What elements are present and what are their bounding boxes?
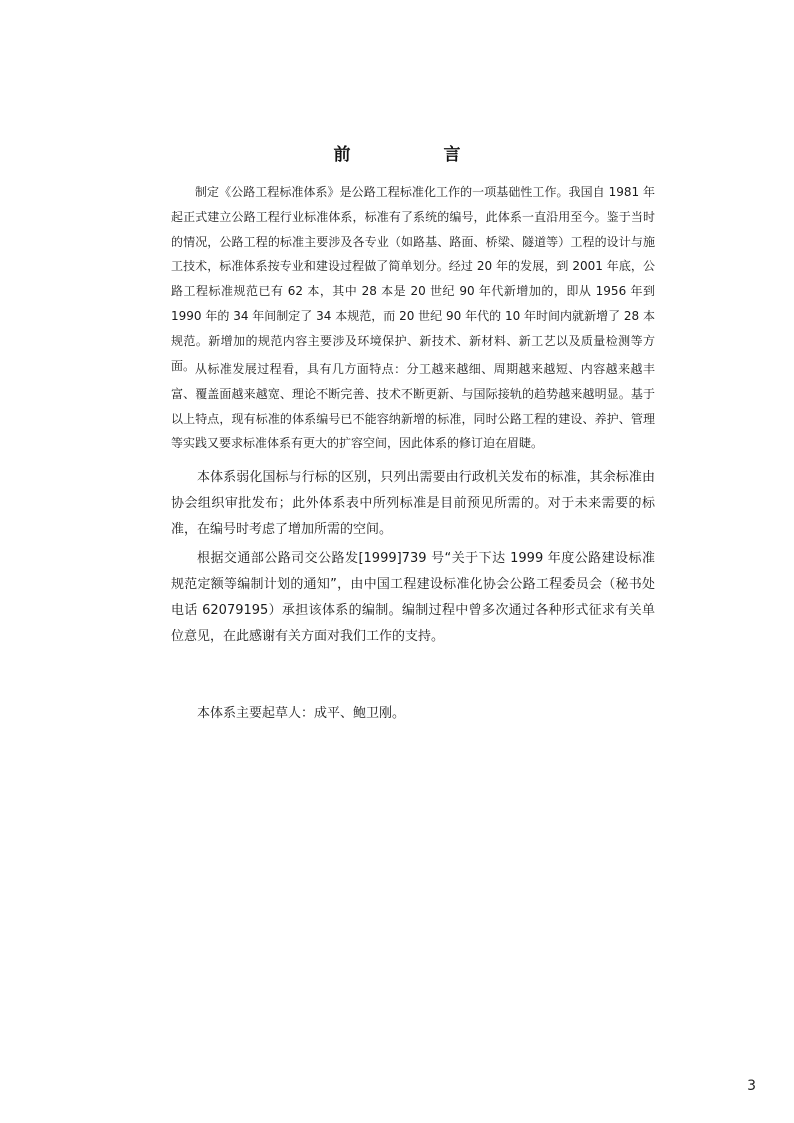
page-number: 3 bbox=[747, 1078, 756, 1094]
paragraph-drafters: 本体系主要起草人：成平、鲍卫刚。 bbox=[197, 706, 406, 721]
paragraph-scope: 本体系弱化国标与行标的区别，只列出需要由行政机关发布的标准，其余标准由协会组织审批发布；此外体系表中所列标准是目前预见所需的。对于未来需要的标准，在编号时考虑了增加所需的空间。 bbox=[171, 470, 655, 537]
paragraph-characteristics: 从标准发展过程看，具有几方面特点：分工越来越细、周期越来越短、内容越来越丰富、覆盖面越来越宽、理论不断完善、技术不断更新、与国际接轨的趋势越来越明显。基于以上特点，现有标准的体系编号已不能容纳新增的标准，同时公路工程的建设、养护、管理等实践又要求标准体系有更大的扩容空间，因此体系的修订迫在眉睫。 bbox=[171, 362, 655, 451]
paragraph-compilation: 根据交通部公路司交公路发[1999]739 号“关于下达 1999 年度公路建设标准规范定额等编制计划的通知”，由中国工程建设标准化协会公路工程委员会（秘书处电话 62079195）承担该体系的编制。编制过程中曾多次通过各种形式征求有关单位意见，在此感谢有关方面对我们工作的支持。 bbox=[171, 551, 655, 644]
page-title: 前 言 bbox=[333, 145, 499, 165]
paragraph-background: 制定《公路工程标准体系》是公路工程标准化工作的一项基础性工作。我国自 1981 年起正式建立公路工程行业标准体系，标准有了系统的编号，此体系一直沿用至今。鉴于当时的情况，公路工程的标准主要涉及各专业（如路基、路面、桥梁、隧道等）工程的设计与施工技术，标准体系按专业和建设过程做了简单划分。经过 20 年的发展，到 2001 年底，公路工程标准规范已有 62 本，其中 28 本是 20 世纪 90 年代新增加的，即从 1956 年到 1990 年的 34 年间制定了 34 本规范，而 20 世纪 90 年代的 10 年时间内就新增了 28 本规范。新增加的规范内容主要涉及环境保护、新技术、新材料、新工艺以及质量检测等方面。 bbox=[171, 185, 655, 373]
